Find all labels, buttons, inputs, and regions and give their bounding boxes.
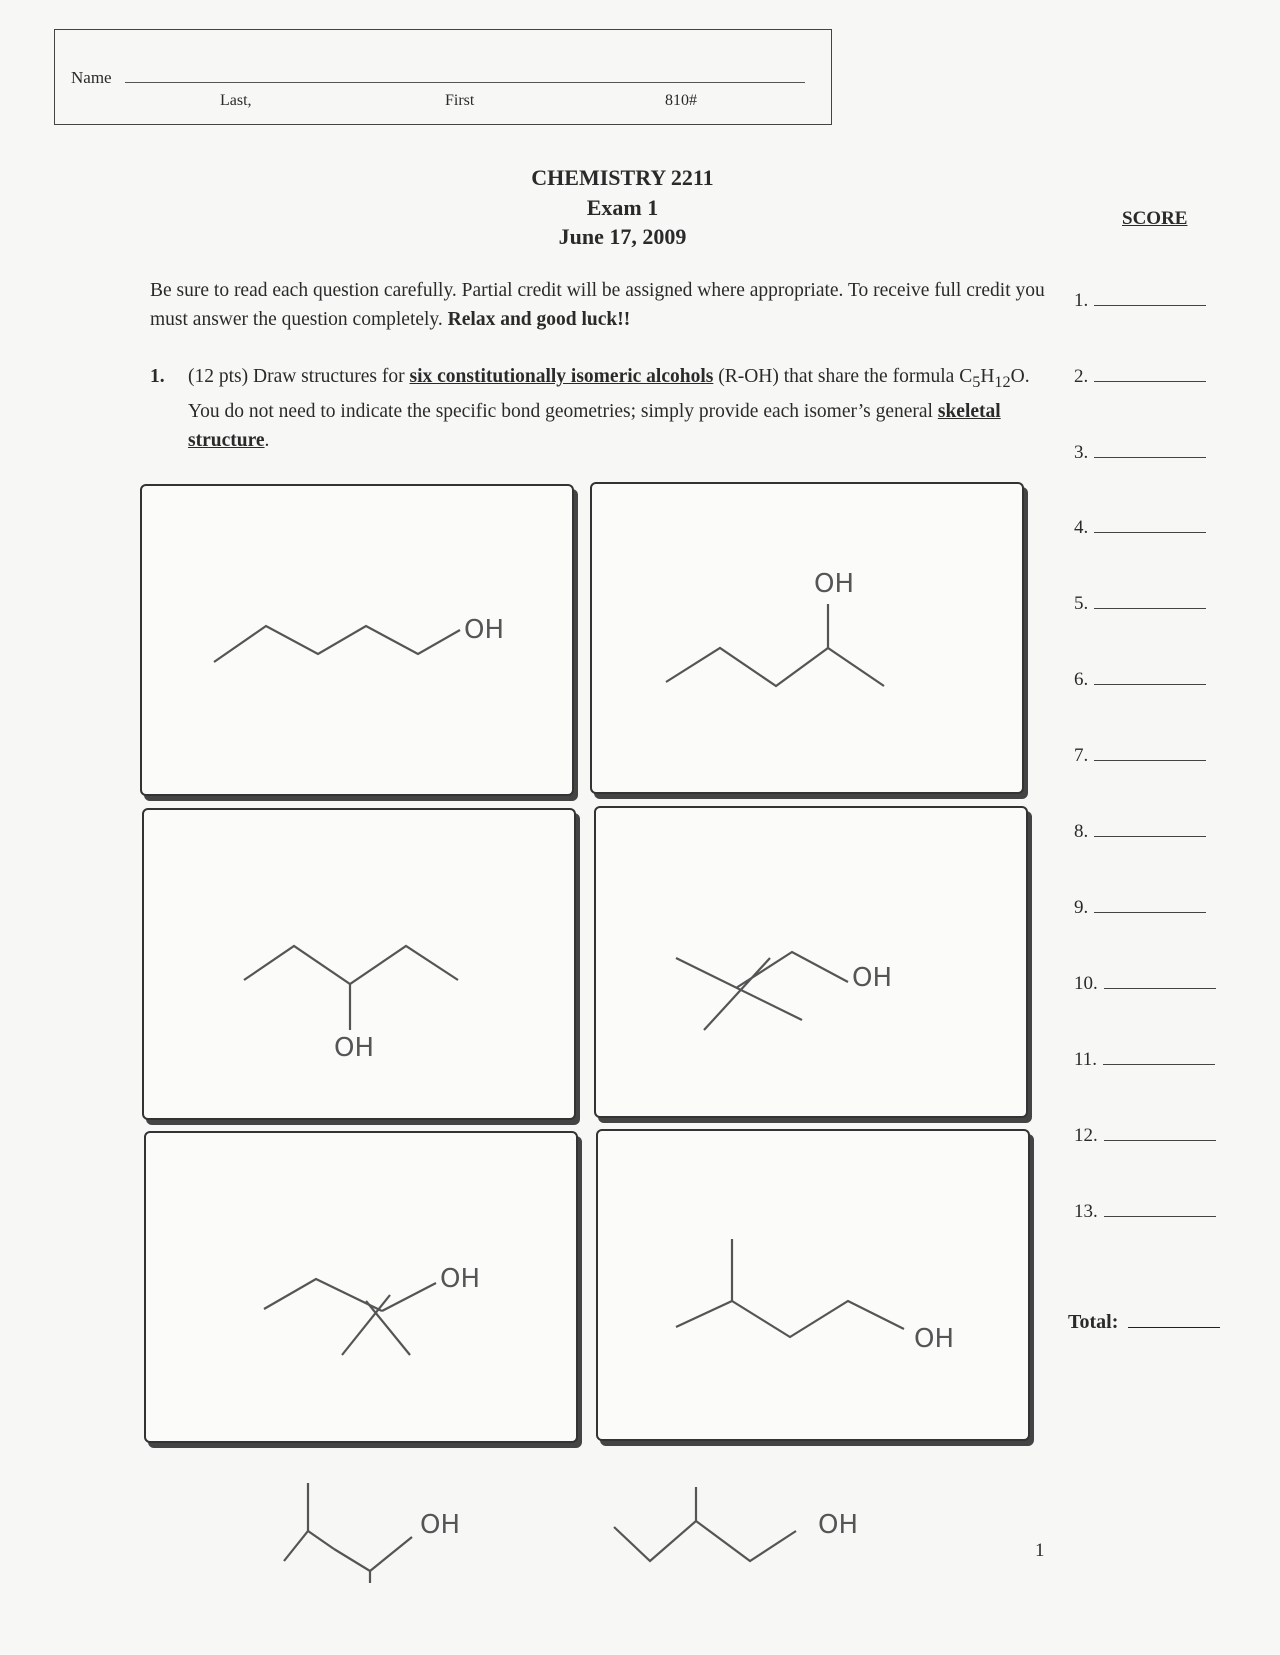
answer-box-1[interactable] bbox=[140, 484, 574, 796]
answer-box-2[interactable] bbox=[590, 482, 1024, 794]
instructions-text: Be sure to read each question carefully. Partial credit will be assigned where appropriate. To receive full credit you must answer the question completely. bbox=[150, 280, 1045, 330]
score-blank[interactable] bbox=[1094, 608, 1206, 609]
score-row-label: 7. bbox=[1074, 745, 1089, 766]
formula-sub-12: 12 bbox=[994, 372, 1011, 391]
oh-label: OH bbox=[818, 1510, 859, 1540]
name-box bbox=[54, 29, 832, 125]
structure-4 bbox=[596, 808, 1030, 1120]
structure-3 bbox=[144, 810, 578, 1122]
score-row bbox=[1074, 517, 1206, 539]
name-field[interactable] bbox=[125, 82, 805, 83]
score-row bbox=[1074, 442, 1206, 464]
score-blank[interactable] bbox=[1094, 912, 1206, 913]
score-row bbox=[1074, 593, 1206, 615]
score-row-label: 9. bbox=[1074, 897, 1089, 918]
formula-sub-5: 5 bbox=[972, 372, 981, 391]
score-blank[interactable] bbox=[1094, 305, 1206, 306]
score-row bbox=[1074, 290, 1206, 312]
oh-label: OH bbox=[440, 1264, 481, 1294]
first-label: First bbox=[445, 92, 475, 109]
score-row-label: 1. bbox=[1074, 290, 1089, 311]
question-emphasis-1: six constitutionally isomeric alcohols bbox=[409, 366, 714, 387]
exam-title: Exam 1 bbox=[586, 195, 659, 220]
question-text-2: (R-OH) that share the formula C bbox=[713, 366, 973, 387]
score-row-label: 11. bbox=[1074, 1049, 1098, 1070]
question-1 bbox=[150, 362, 1050, 455]
score-row-label: 12. bbox=[1074, 1125, 1098, 1146]
question-text-3: O. You do not need to indicate the specific bond geometries; simply provide each isomer’s general bbox=[188, 366, 1030, 422]
page-number: 1 bbox=[1035, 1540, 1045, 1561]
oh-label: OH bbox=[814, 569, 855, 599]
score-blank[interactable] bbox=[1104, 1216, 1216, 1217]
score-blank[interactable] bbox=[1094, 684, 1206, 685]
score-row bbox=[1074, 1049, 1215, 1071]
oh-label: OH bbox=[914, 1324, 955, 1354]
name-label: Name bbox=[71, 68, 112, 87]
total-row bbox=[1068, 1311, 1220, 1334]
exam-date: June 17, 2009 bbox=[558, 224, 687, 249]
structure-5 bbox=[146, 1133, 580, 1445]
score-blank[interactable] bbox=[1094, 836, 1206, 837]
structure-6 bbox=[598, 1131, 1032, 1443]
total-label: Total: bbox=[1068, 1311, 1119, 1333]
score-row-label: 6. bbox=[1074, 669, 1089, 690]
score-row-label: 10. bbox=[1074, 973, 1098, 994]
score-row bbox=[1074, 669, 1206, 691]
oh-label: OH bbox=[334, 1033, 375, 1063]
score-header: SCORE bbox=[1122, 208, 1188, 229]
score-row-label: 13. bbox=[1074, 1201, 1098, 1222]
score-row bbox=[1074, 973, 1216, 995]
score-row bbox=[1074, 745, 1206, 767]
score-row-label: 8. bbox=[1074, 821, 1089, 842]
score-blank[interactable] bbox=[1094, 381, 1206, 382]
id-label: 810# bbox=[665, 92, 697, 109]
question-number: 1. bbox=[150, 366, 165, 387]
instructions-emphasis: Relax and good luck!! bbox=[447, 309, 631, 330]
question-text-4: . bbox=[264, 429, 270, 451]
question-text-1: (12 pts) Draw structures for bbox=[188, 366, 410, 387]
answer-box-3[interactable] bbox=[142, 808, 576, 1120]
score-blank[interactable] bbox=[1104, 988, 1216, 989]
score-blank[interactable] bbox=[1094, 457, 1206, 458]
oh-label: OH bbox=[420, 1510, 461, 1540]
extra-structure-2 bbox=[600, 1475, 880, 1595]
score-row bbox=[1074, 1125, 1216, 1147]
question-emphasis-2: skeletal structure bbox=[188, 400, 1001, 451]
total-blank[interactable] bbox=[1128, 1327, 1220, 1328]
score-blank[interactable] bbox=[1094, 532, 1206, 533]
oh-label: OH bbox=[464, 615, 505, 645]
score-row bbox=[1074, 821, 1206, 843]
score-row-label: 3. bbox=[1074, 442, 1089, 463]
score-row bbox=[1074, 897, 1206, 919]
oh-label: OH bbox=[852, 963, 893, 993]
score-blank[interactable] bbox=[1094, 760, 1206, 761]
score-row-label: 2. bbox=[1074, 366, 1089, 387]
structure-1 bbox=[142, 486, 576, 798]
formula-h: H bbox=[980, 366, 995, 387]
score-blank[interactable] bbox=[1103, 1064, 1215, 1065]
extra-structure-1 bbox=[240, 1475, 500, 1595]
score-row-label: 5. bbox=[1074, 593, 1089, 614]
answer-box-4[interactable] bbox=[594, 806, 1028, 1118]
score-blank[interactable] bbox=[1104, 1140, 1216, 1141]
instructions bbox=[150, 276, 1050, 334]
course-title: CHEMISTRY 2211 bbox=[531, 165, 714, 190]
structure-2 bbox=[592, 484, 1026, 796]
score-row bbox=[1074, 1201, 1216, 1223]
answer-box-6[interactable] bbox=[596, 1129, 1030, 1441]
score-row-label: 4. bbox=[1074, 517, 1089, 538]
last-label: Last, bbox=[220, 92, 252, 109]
answer-box-5[interactable] bbox=[144, 1131, 578, 1443]
score-row bbox=[1074, 366, 1206, 388]
